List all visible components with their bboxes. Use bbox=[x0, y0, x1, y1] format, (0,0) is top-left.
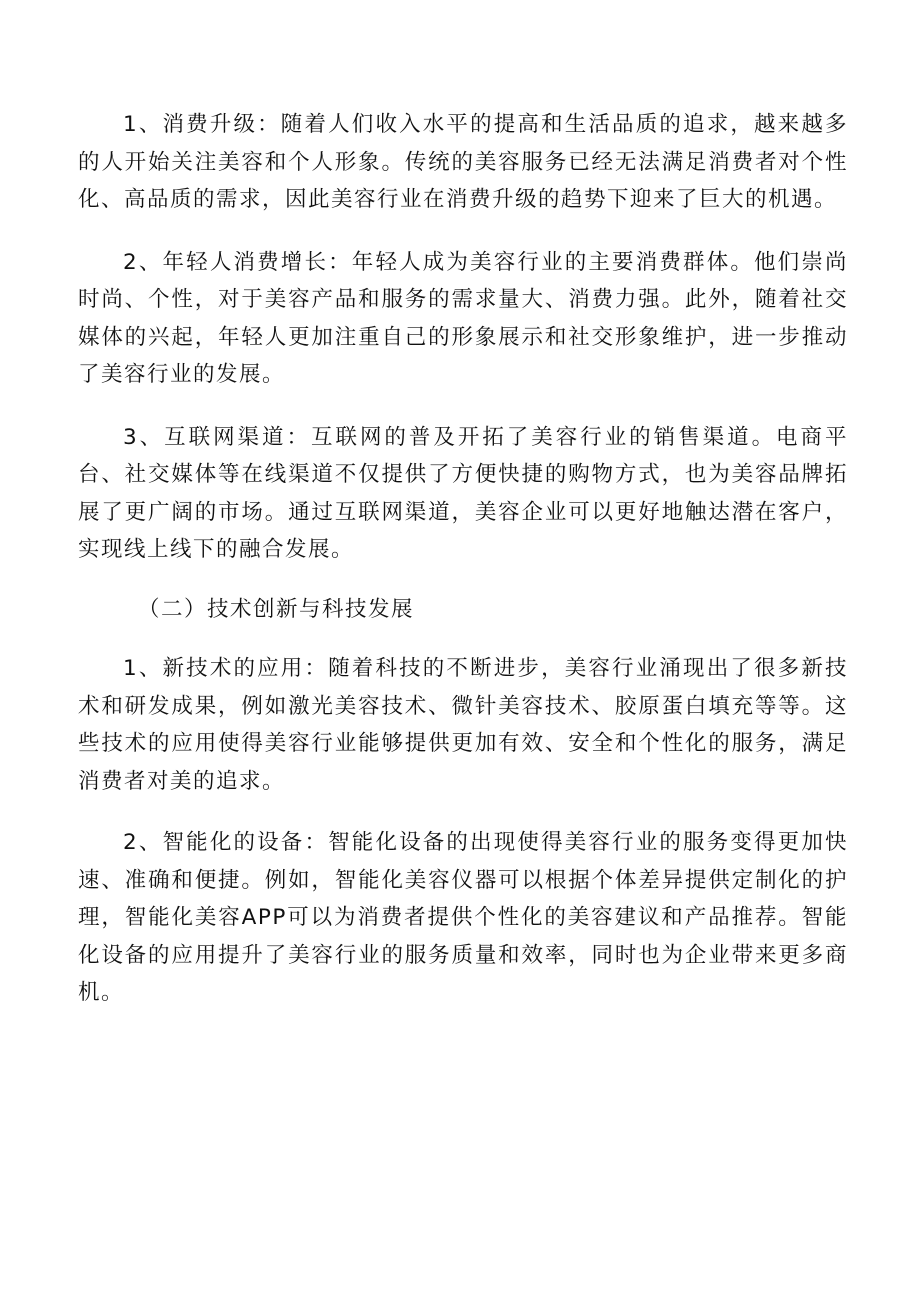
paragraph-new-technology: 1、新技术的应用：随着科技的不断进步，美容行业涌现出了很多新技术和研发成果，例如激光美容技术、微针美容技术、胶原蛋白填充等等。这些技术的应用使得美容行业能够提供更加有效、安全和个性化的服务，满足消费者对美的追求。 bbox=[78, 656, 848, 794]
section-heading: （二）技术创新与科技发展 bbox=[138, 596, 415, 622]
document-page bbox=[78, 106, 848, 1012]
paragraph-internet-channels: 3、互联网渠道：互联网的普及开拓了美容行业的销售渠道。电商平台、社交媒体等在线渠道不仅提供了方便快捷的购物方式，也为美容品牌拓展了更广阔的市场。通过互联网渠道，美容企业可以更好地触达潜在客户，实现线上线下的融合发展。 bbox=[78, 424, 848, 562]
paragraph-youth-consumption: 2、年轻人消费增长：年轻人成为美容行业的主要消费群体。他们崇尚时尚、个性，对于美容产品和服务的需求量大、消费力强。此外，随着社交媒体的兴起，年轻人更加注重自己的形象展示和社交形象维护，进一步推动了美容行业的发展。 bbox=[78, 249, 848, 387]
paragraph-smart-devices: 2、智能化的设备：智能化设备的出现使得美容行业的服务变得更加快速、准确和便捷。例如，智能化美容仪器可以根据个体差异提供定制化的护理，智能化美容APP可以为消费者提供个性化的美容建议和产品推荐。智能化设备的应用提升了美容行业的服务质量和效率，同时也为企业带来更多商机。 bbox=[78, 830, 848, 1005]
paragraph-consumption-upgrade: 1、消费升级：随着人们收入水平的提高和生活品质的追求，越来越多的人开始关注美容和个人形象。传统的美容服务已经无法满足消费者对个性化、高品质的需求，因此美容行业在消费升级的趋势下迎来了巨大的机遇。 bbox=[78, 112, 848, 212]
